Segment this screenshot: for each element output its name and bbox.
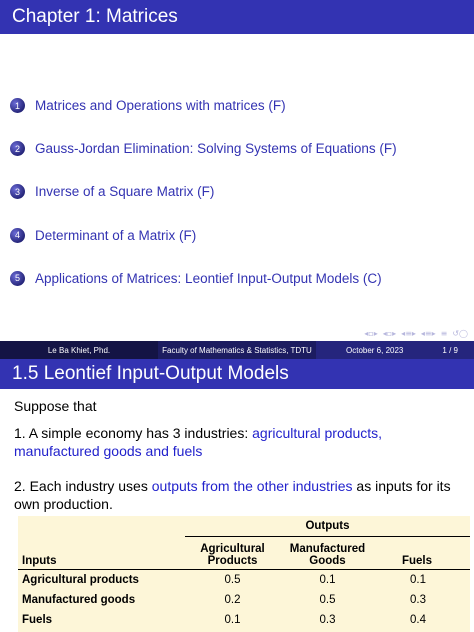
nav-prev-frame-icon[interactable]: ◂▫▸ <box>364 329 378 338</box>
slide-2 <box>0 359 474 632</box>
toc-item-label: Matrices and Operations with matrices (F) <box>35 98 286 114</box>
toc-number-bullet: 4 <box>10 228 25 243</box>
table-cell: 0.4 <box>410 614 426 626</box>
point-2-suffix: as inputs for its own production. <box>14 478 451 512</box>
toc-number-bullet: 1 <box>10 98 25 113</box>
point-1 <box>14 424 460 460</box>
beamer-navigation-controls <box>364 329 468 338</box>
point-2 <box>14 477 460 513</box>
column-header: Manufactured Goods <box>289 542 366 567</box>
table-row <box>18 610 470 630</box>
slide-body <box>0 389 474 513</box>
row-label: Fuels <box>22 614 53 626</box>
table-cell: 0.1 <box>319 573 336 586</box>
table-row <box>18 590 470 610</box>
intro-text: Suppose that <box>14 398 97 414</box>
toc-item-label: Gauss-Jordan Elimination: Solving Systems of Equations (F) <box>35 141 397 157</box>
toc-item[interactable] <box>10 257 397 300</box>
toc-item[interactable] <box>10 127 397 170</box>
outputs-header: Outputs <box>185 516 470 536</box>
toc-item[interactable] <box>10 170 397 213</box>
slide-title: Chapter 1: Matrices <box>12 6 178 27</box>
nav-prev-section-icon[interactable]: ◂≡▸ <box>401 329 416 338</box>
slide-footer <box>0 341 474 359</box>
footer-page-number: 1 / 9 <box>442 345 458 355</box>
nav-align-icon[interactable]: ≡ <box>440 329 448 338</box>
point-2-prefix: 2. Each industry uses <box>14 478 152 494</box>
toc-number-bullet: 2 <box>10 141 25 156</box>
input-output-table <box>18 516 470 632</box>
inputs-header: Inputs <box>22 554 57 567</box>
slide-title-bar <box>0 359 474 389</box>
nav-search-icon[interactable]: ↺◯ <box>452 329 468 338</box>
slide-title-bar <box>0 0 474 34</box>
footer-institution: Faculty of Mathematics & Statistics, TDTU <box>162 345 312 355</box>
toc-item-label: Inverse of a Square Matrix (F) <box>35 184 215 200</box>
table-cell: 0.1 <box>224 614 241 626</box>
table-cell: 0.5 <box>319 594 336 606</box>
table-cell: 0.1 <box>410 573 426 586</box>
slide-title: 1.5 Leontief Input-Output Models <box>12 363 289 384</box>
nav-next-section-icon[interactable]: ◂≡▸ <box>420 329 436 338</box>
footer-author: Le Ba Khiet, Phd. <box>47 345 111 355</box>
column-header: Agricultural Products <box>200 542 265 567</box>
table-cell: 0.3 <box>319 614 336 626</box>
toc-item-label: Applications of Matrices: Leontief Input-Output Models (C) <box>35 270 382 286</box>
toc-item-label: Determinant of a Matrix (F) <box>35 227 197 243</box>
table-cell: 0.2 <box>224 594 241 606</box>
row-label: Manufactured goods <box>22 594 136 606</box>
table-cell: 0.3 <box>410 594 426 606</box>
nav-prev-subsection-icon[interactable]: ◂▫▸ <box>382 329 397 338</box>
toc-item[interactable] <box>10 214 397 257</box>
footer-date: October 6, 2023 <box>346 345 404 355</box>
point-1-prefix: 1. A simple economy has 3 industries: <box>14 425 253 441</box>
point-2-highlight: outputs from the other industries <box>151 478 353 494</box>
table-row <box>18 569 470 590</box>
toc-item[interactable] <box>10 84 397 127</box>
toc-number-bullet: 3 <box>10 184 25 199</box>
toc-number-bullet: 5 <box>10 271 25 286</box>
table-cell: 0.5 <box>224 573 241 586</box>
point-1-highlight: agricultural products, manufactured goods and fuels <box>14 425 383 459</box>
column-header: Fuels <box>401 554 432 567</box>
table-of-contents <box>10 84 397 300</box>
row-label: Agricultural products <box>22 573 139 586</box>
